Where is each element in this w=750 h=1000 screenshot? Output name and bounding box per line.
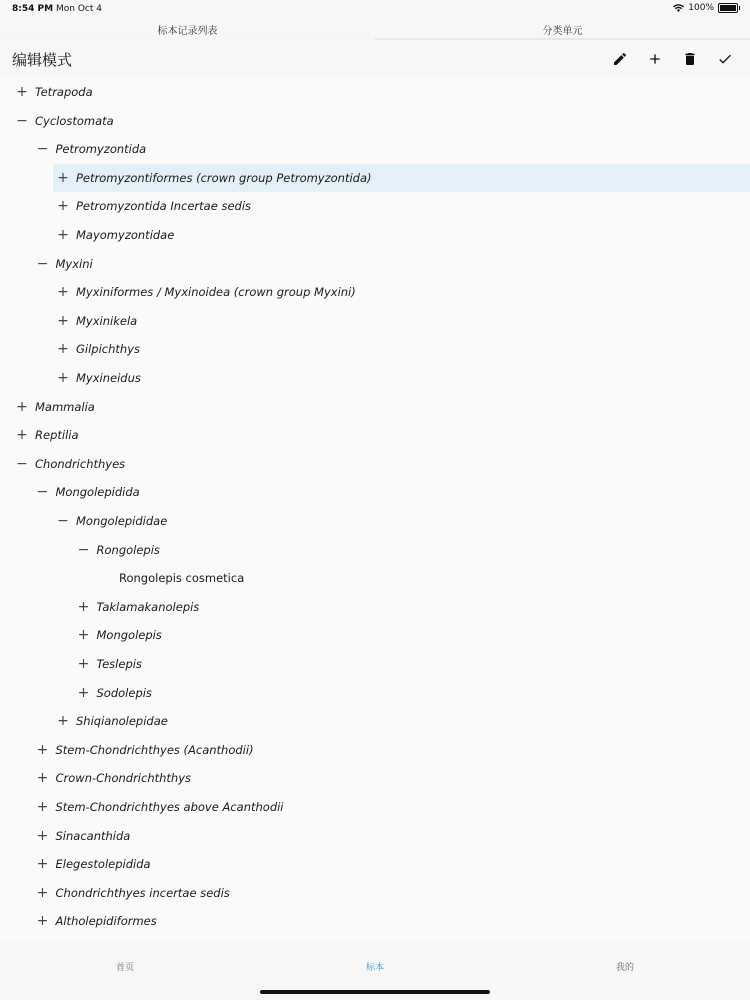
collapse-icon[interactable]: − — [77, 541, 90, 558]
tree-row[interactable] — [0, 393, 750, 421]
tree-row-label: Cyclostomata — [35, 113, 114, 128]
expand-icon[interactable]: + — [36, 884, 49, 901]
collapse-icon[interactable]: − — [36, 141, 49, 158]
tree-row[interactable] — [0, 478, 750, 506]
tree-row-label: Mongolepidida — [55, 485, 140, 500]
tree-row-label: Mongolepis — [96, 628, 162, 643]
tree-row[interactable] — [0, 364, 750, 392]
tree-row-label: Sinacanthida — [55, 828, 131, 843]
tree-row[interactable] — [0, 593, 750, 621]
tree-row[interactable] — [0, 135, 750, 163]
expand-icon[interactable]: + — [77, 684, 90, 701]
expand-icon[interactable]: + — [77, 656, 90, 672]
tree-row[interactable] — [0, 736, 750, 764]
check-icon — [717, 51, 733, 67]
expand-icon[interactable]: + — [36, 799, 49, 815]
tree-row[interactable] — [0, 278, 750, 306]
tree-row[interactable] — [0, 221, 750, 249]
tree-row-label: Altholepidiformes — [55, 914, 157, 929]
status-time: 8:54 PM — [12, 4, 54, 14]
expand-icon[interactable]: + — [57, 227, 69, 243]
expand-icon[interactable]: + — [77, 627, 90, 644]
expand-icon[interactable]: + — [36, 856, 49, 873]
tree-row[interactable] — [0, 764, 750, 792]
tree-row[interactable] — [0, 793, 750, 821]
tree-row-label: Tetrapoda — [35, 85, 93, 99]
segmented-tabs — [0, 18, 750, 40]
tree-row-label: Sodolepis — [96, 685, 152, 700]
collapse-icon[interactable]: − — [16, 455, 28, 472]
tree-row[interactable] — [0, 621, 750, 649]
tree-row-label: Taklamakanolepis — [96, 599, 200, 614]
status-date: Mon Oct 4 — [56, 4, 102, 14]
expand-icon[interactable]: + — [57, 370, 69, 386]
tree-row-label: Myxineidus — [76, 371, 141, 385]
home-indicator — [260, 990, 490, 994]
expand-icon[interactable]: + — [16, 427, 28, 444]
edit-button[interactable] — [602, 46, 637, 72]
expand-icon[interactable]: + — [36, 741, 49, 758]
tree-row[interactable] — [0, 650, 750, 678]
trash-icon — [682, 51, 698, 67]
wifi-icon — [673, 4, 684, 12]
tree-row[interactable] — [0, 421, 750, 449]
tree-row[interactable] — [0, 536, 750, 564]
add-button[interactable] — [637, 46, 672, 72]
tree-row-label: Mongolepididae — [76, 514, 168, 528]
tree-row[interactable] — [0, 564, 750, 592]
tree-row[interactable] — [0, 850, 750, 878]
expand-icon[interactable]: + — [77, 598, 90, 615]
plus-icon — [647, 51, 663, 67]
tree-row[interactable] — [0, 192, 750, 220]
tree-row-label: Petromyzontiformes (crown group Petromyzontida) — [76, 170, 372, 185]
tree-row-label: Crown-Chondrichththys — [55, 771, 192, 786]
tree-row-label: Gilpichthys — [76, 342, 141, 357]
tree-row[interactable] — [0, 307, 750, 335]
tree-row[interactable] — [0, 107, 750, 135]
confirm-button[interactable] — [707, 46, 742, 72]
collapse-icon[interactable]: − — [16, 112, 28, 129]
tab-profile[interactable]: 我的 — [615, 963, 634, 973]
expand-icon[interactable]: + — [57, 713, 69, 730]
expand-icon[interactable]: + — [16, 398, 28, 415]
tree-row[interactable] — [0, 679, 750, 707]
delete-button[interactable] — [672, 46, 707, 72]
tree-row[interactable] — [0, 164, 750, 192]
expand-icon[interactable]: + — [57, 341, 69, 358]
pencil-icon — [612, 51, 628, 67]
tree-row-label: Shiqianolepidae — [76, 714, 168, 729]
tree-row-label: Rongolepis — [96, 542, 160, 557]
collapse-icon[interactable]: − — [36, 255, 49, 272]
expand-icon[interactable]: + — [16, 84, 28, 100]
page-title: 编辑模式 — [12, 51, 73, 69]
expand-icon[interactable]: + — [57, 312, 69, 329]
tree-row[interactable] — [0, 907, 750, 935]
tree-row-label: Petromyzontida Incertae sedis — [76, 199, 252, 214]
tree-row-label: Myxini — [55, 256, 93, 271]
tree-row-label: Elegestolepidida — [55, 857, 151, 872]
tree-row[interactable] — [0, 507, 750, 535]
expand-icon[interactable]: + — [36, 913, 49, 930]
tree-row[interactable] — [0, 250, 750, 278]
tree-row-label: Rongolepis cosmetica — [119, 571, 245, 586]
tree-row-label: Chondrichthyes — [35, 456, 126, 471]
tree-row-label: Stem-Chondrichthyes (Acanthodii) — [55, 742, 254, 757]
tree-row-label: Myxinikela — [76, 313, 138, 328]
expand-icon[interactable]: + — [57, 198, 69, 215]
battery-percent: 100% — [688, 3, 714, 13]
tree-row-label: Petromyzontida — [55, 142, 147, 157]
tree-row-label: Mammalia — [35, 399, 95, 414]
tree-row[interactable] — [0, 78, 750, 106]
tree-row-label: Stem-Chondrichthyes above Acanthodii — [55, 800, 284, 814]
tree-row-label: Teslepis — [96, 657, 142, 671]
tree-row[interactable] — [0, 822, 750, 850]
tree-row-label: Mayomyzontidae — [76, 228, 175, 242]
tree-row[interactable] — [0, 450, 750, 478]
collapse-icon[interactable]: − — [36, 484, 49, 501]
app-bar — [0, 40, 750, 78]
tree-row[interactable] — [0, 879, 750, 907]
battery-icon — [718, 3, 738, 13]
tree-row-label: Myxiniformes / Myxinoidea (crown group Myxini) — [76, 285, 356, 300]
tree-row-label: Chondrichthyes incertae sedis — [55, 885, 230, 900]
taxon-tree — [0, 78, 750, 942]
tab-specimen-records[interactable]: 标本记录列表 — [157, 26, 218, 37]
tree-row-label: Reptilia — [35, 428, 79, 443]
tab-home[interactable]: 首页 — [115, 963, 134, 973]
expand-icon[interactable]: + — [57, 169, 69, 186]
tree-row[interactable] — [0, 707, 750, 735]
status-bar — [0, 0, 750, 18]
collapse-icon[interactable]: − — [57, 513, 69, 529]
tab-taxon-units[interactable]: 分类单元 — [375, 18, 750, 40]
expand-icon[interactable]: + — [57, 284, 69, 301]
expand-icon[interactable]: + — [36, 770, 49, 787]
expand-icon[interactable]: + — [36, 827, 49, 844]
tree-row[interactable] — [0, 335, 750, 363]
tab-specimens[interactable]: 标本 — [365, 963, 384, 973]
